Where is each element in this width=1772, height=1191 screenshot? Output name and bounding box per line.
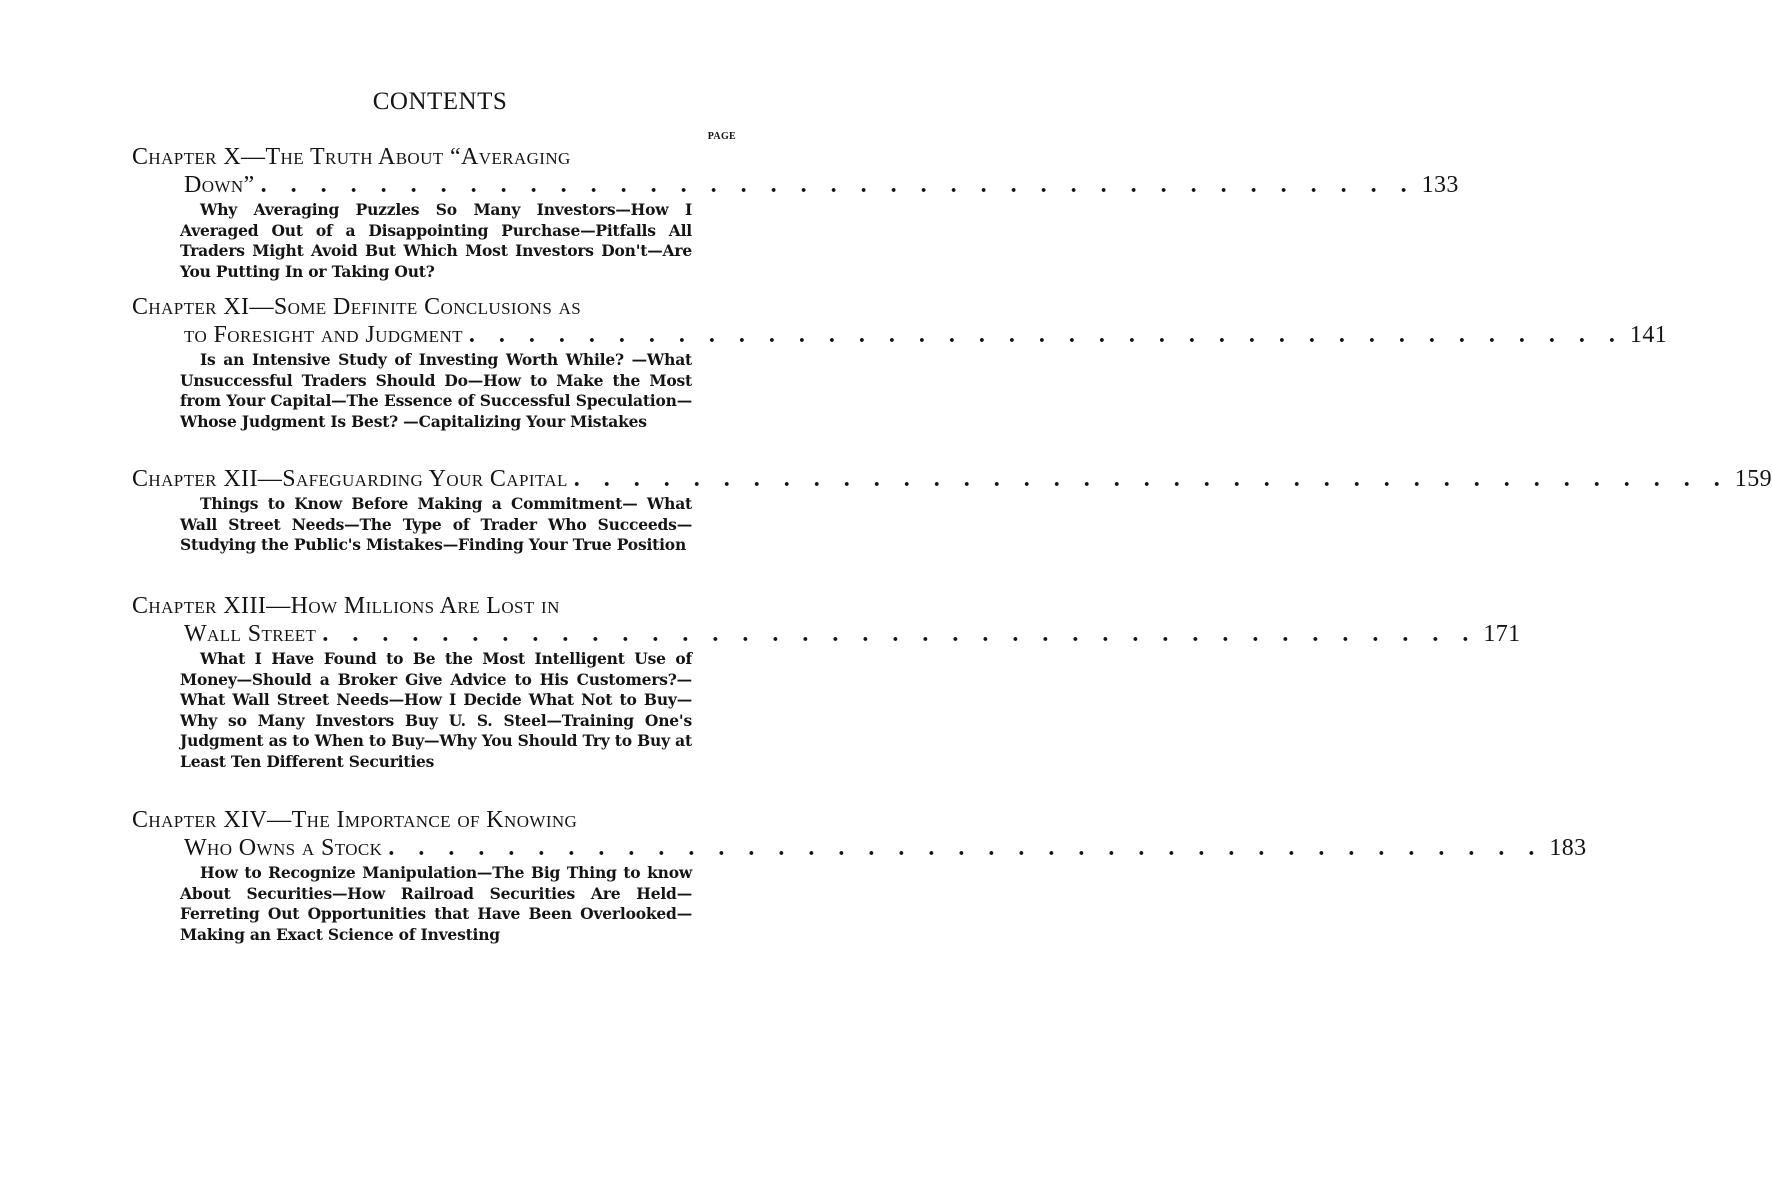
toc-entry-chapter-10[interactable] — [132, 143, 1459, 282]
dot-leader: . . . . . . . . . . . . . . . . . . . . . . . . . . . . . . . . . . . . . . . — [468, 322, 1624, 348]
chapter-heading-line1: Chapter XIV—The Importance of Knowing — [132, 807, 578, 833]
chapter-heading-line1: Chapter XI—Some Definite Conclusions as — [132, 294, 582, 320]
page-title: CONTENTS — [372, 88, 508, 115]
chapter-description: What I Have Found to Be the Most Intelligent Use of Money—Should a Broker Give Advice to His Customers?—What Wall Street Needs—How I Decide What Not to Buy—Why so Many Investors Buy U. S. Steel—Training One's Judgment as to When to Buy—Why You Should Try to Buy at Least Ten Different Securities — [180, 649, 692, 771]
toc-entry-chapter-11[interactable] — [132, 293, 1668, 432]
chapter-heading-line2 — [132, 620, 1521, 648]
page-column-label: PAGE — [707, 131, 736, 142]
dot-leader: . . . . . . . . . . . . . . . . . . . . . . . . . . . . . . . . . . . . . . . — [260, 172, 1416, 198]
chapter-description: Is an Intensive Study of Investing Worth While? —What Unsuccessful Traders Should Do—How to Make the Most from Your Capital—The Essence of Successful Speculation—Whose Judgment Is Best? —Capitalizing Your Mistakes — [180, 350, 692, 431]
chapter-heading-line2 — [132, 321, 1668, 349]
dot-leader: . . . . . . . . . . . . . . . . . . . . . . . . . . . . . . . . . . . . . . . — [322, 621, 1478, 647]
chapter-page-number: 133 — [1421, 172, 1459, 198]
chapter-page-number: 159 — [1734, 466, 1772, 492]
dot-leader: . . . . . . . . . . . . . . . . . . . . . . . . . . . . . . . . . . . . . . . — [573, 466, 1729, 492]
chapter-heading-line2 — [132, 834, 1587, 862]
chapter-page-number: 171 — [1483, 621, 1521, 647]
chapter-description: How to Recognize Manipulation—The Big Thing to know About Securities—How Railroad Securities Are Held—Ferreting Out Opportunities that Have Been Overlooked—Making an Exact Science of Investing — [180, 863, 692, 944]
chapter-heading-continuation: Wall Street — [184, 621, 317, 647]
chapter-heading-line1: Chapter XIII—How Millions Are Lost in — [132, 593, 560, 619]
dot-leader: . . . . . . . . . . . . . . . . . . . . . . . . . . . . . . . . . . . . . . . — [388, 835, 1544, 861]
chapter-description: Things to Know Before Making a Commitment— What Wall Street Needs—The Type of Trader Who Succeeds—Studying the Public's Mistakes—Finding Your True Position — [180, 494, 692, 554]
chapter-heading-text: Chapter XII—Safeguarding Your Capital — [132, 466, 568, 492]
chapter-heading-line1 — [132, 465, 1772, 493]
chapter-heading-continuation: Who Owns a Stock — [184, 835, 383, 861]
chapter-description: Why Averaging Puzzles So Many Investors—How I Averaged Out of a Disappointing Purchase—Pitfalls All Traders Might Avoid But Which Most Investors Don't—Are You Putting In or Taking Out? — [180, 200, 692, 281]
chapter-heading-continuation: to Foresight and Judgment — [184, 322, 463, 348]
toc-entry-chapter-14[interactable] — [132, 806, 1587, 945]
chapter-page-number: 183 — [1549, 835, 1587, 861]
chapter-heading-continuation: Down” — [184, 172, 255, 198]
chapter-heading-line1: Chapter X—The Truth About “Averaging — [132, 144, 571, 170]
chapter-heading-line2 — [132, 171, 1459, 199]
toc-entry-chapter-12[interactable] — [132, 465, 1772, 556]
chapter-page-number: 141 — [1629, 322, 1668, 348]
toc-entry-chapter-13[interactable] — [132, 592, 1521, 772]
